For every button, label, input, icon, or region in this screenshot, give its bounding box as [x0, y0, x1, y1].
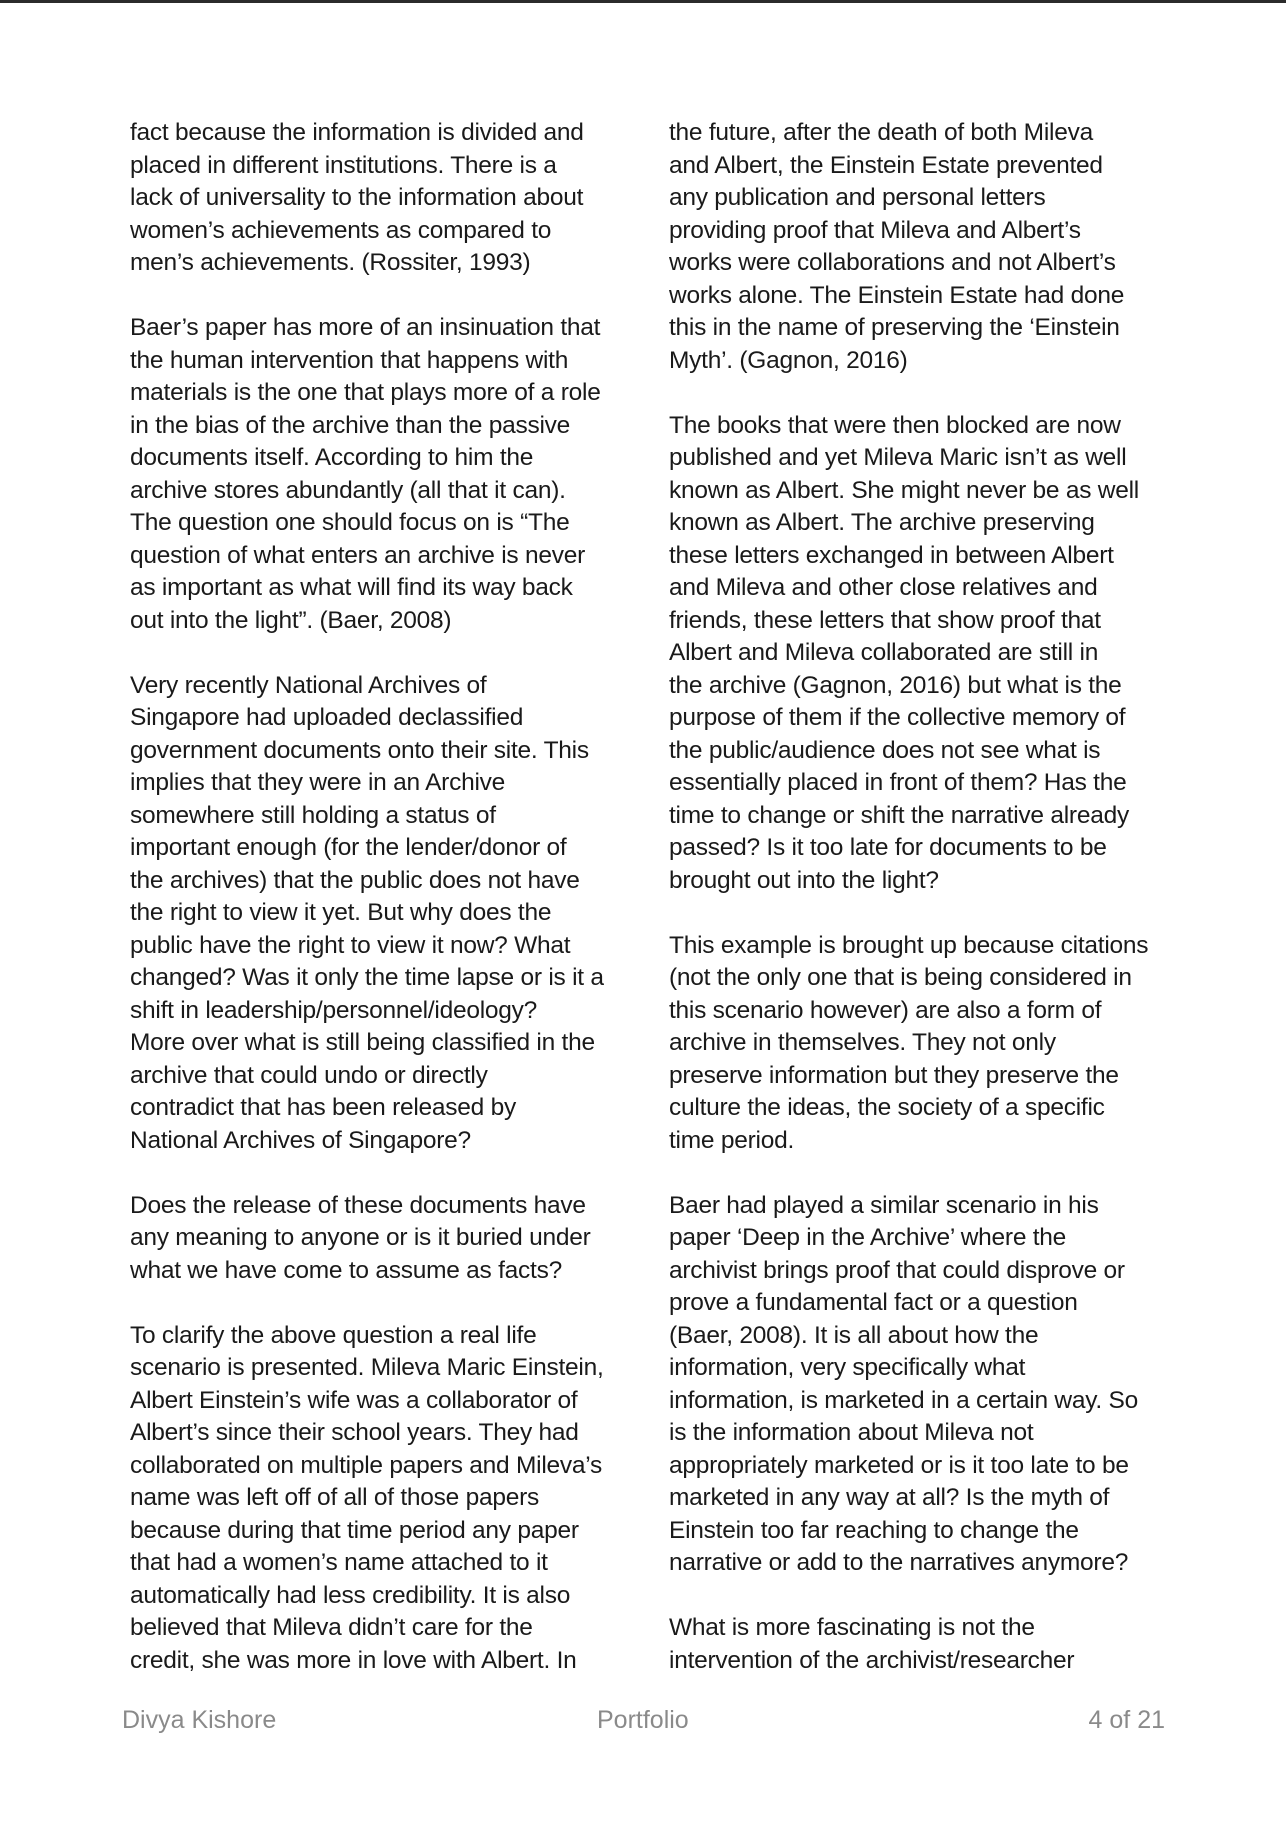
paragraph: What is more fascinating is not the intervention of the archivist/researcher	[669, 1614, 1075, 1674]
page-footer	[122, 1702, 1165, 1738]
paragraph: The books that were then blocked are now published and yet Mileva Maric isn’t as well known as Albert. She might never be as well known as Albert. The archive preserving these letters exchanged in between Albert and Mileva and other close relatives and friends, these letters that show proof that Albert and Mileva collaborated are still in the archive (Gagnon, 2016) but what is the purpose of them if the collective memory of the public/audience does not see what is essentially placed in front of them? Has the time to change or shift the narrative already passed? Is it too late for documents to be brought out into the light?	[669, 411, 1139, 894]
paragraph: Does the release of these documents have any meaning to anyone or is it buried under what we have come to assume as facts?	[130, 1191, 591, 1284]
paragraph: Baer’s paper has more of an insinuation that the human intervention that happens with materials is the one that plays more of a role in the bias of the archive than the passive documents itself. According to him the archive stores abundantly (all that it can). The question one should focus on is “The question of what enters an archive is never as important as what will find its way back out into the light”. (Baer, 2008)	[130, 314, 601, 634]
paragraph: This example is brought up because citations (not the only one that is being considered in this scenario however) are also a form of archive in themselves. They not only preserve information but they preserve the culture the ideas, the society of a specific time period.	[669, 931, 1149, 1154]
left-text-column	[130, 117, 630, 1677]
footer-author: Divya Kishore	[122, 1706, 277, 1734]
top-border-line	[0, 0, 1286, 3]
footer-title: Portfolio	[597, 1706, 689, 1734]
paragraph: Baer had played a similar scenario in his paper ‘Deep in the Archive’ where the archivist brings proof that could disprove or prove a fundamental fact or a question (Baer, 2008). It is all about how the information, very specifically what information, is marketed in a certain way. So is the information about Mileva not appropriately marketed or is it too late to be marketed in any way at all? Is the myth of Einstein too far reaching to change the narrative or add to the narratives anymore?	[669, 1191, 1138, 1576]
paragraph: To clarify the above question a real life scenario is presented. Mileva Maric Einstein, Albert Einstein’s wife was a collaborator of Albert’s since their school years. They had collaborated on multiple papers and Mileva’s name was left off of all of those papers because during that time period any paper that had a women’s name attached to it automatically had less credibility. It is also believed that Mileva didn’t care for the credit, she was more in love with Albert. In	[130, 1321, 604, 1674]
right-text-column	[669, 117, 1174, 1677]
paragraph: the future, after the death of both Mileva and Albert, the Einstein Estate prevented any publication and personal letters providing proof that Mileva and Albert’s works were collaborations and not Albert’s works alone. The Einstein Estate had done this in the name of preserving the ‘Einstein Myth’. (Gagnon, 2016)	[669, 119, 1125, 374]
paragraph: fact because the information is divided and placed in different institutions. There is a lack of universality to the information about women’s achievements as compared to men’s achievements. (Rossiter, 1993)	[130, 119, 584, 276]
paragraph: Very recently National Archives of Singapore had uploaded declassified government documents onto their site. This implies that they were in an Archive somewhere still holding a status of important enough (for the lender/donor of the archives) that the public does not have the right to view it yet. But why does the public have the right to view it now? What changed? Was it only the time lapse or is it a shift in leadership/personnel/ideology? More over what is still being classified in the archive that could undo or directly contradict that has been released by National Archives of Singapore?	[130, 671, 604, 1154]
footer-page-number: 4 of 21	[1088, 1706, 1165, 1734]
